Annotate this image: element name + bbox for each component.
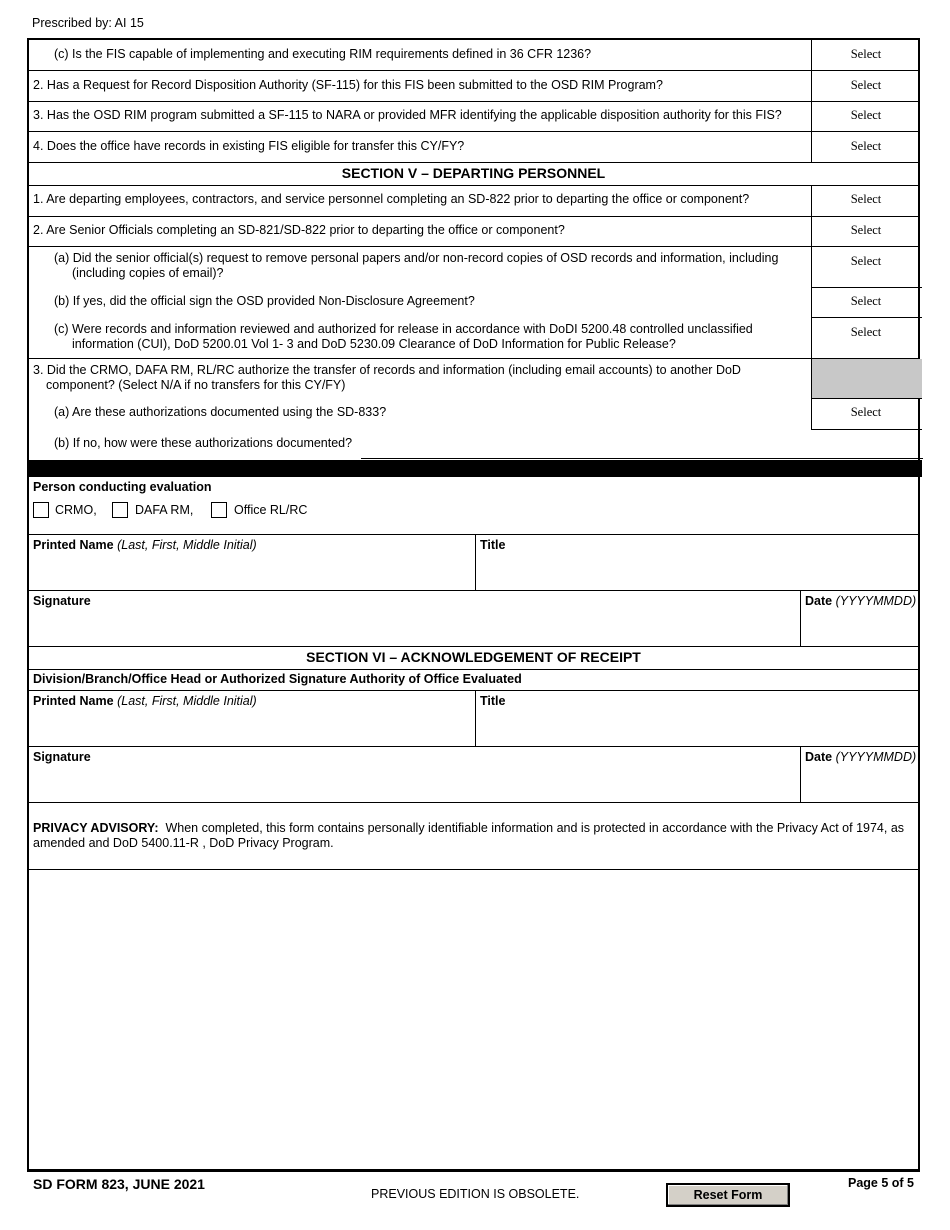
reset-form-button[interactable]: Reset Form [666,1183,790,1207]
printed-name-label-2: Printed Name (Last, First, Middle Initial) [33,694,257,708]
question-4-4: 4. Does the office have records in existing FIS eligible for transfer this CY/FY? [33,139,465,153]
title-label-2: Title [480,694,506,708]
select-dropdown[interactable]: Select [850,325,882,339]
prescribed-by: Prescribed by: AI 15 [32,16,144,30]
section-6-subtitle: Division/Branch/Office Head or Authorized Signature Authority of Office Evaluated [33,672,522,686]
date-input[interactable] [801,611,922,645]
signature-field[interactable] [29,611,800,645]
signature-label-2: Signature [33,750,91,764]
page-number: Page 5 of 5 [848,1176,914,1190]
person-conducting-label: Person conducting evaluation [33,480,212,494]
title-label: Title [480,538,506,552]
separator-bar [29,460,922,477]
question-5-3b: (b) If no, how were these authorizations documented? [54,436,353,450]
date-input-2[interactable] [801,767,922,801]
select-dropdown[interactable]: Select [850,108,882,122]
question-4-3: 3. Has the OSD RIM program submitted a SF-115 to NARA or provided MFR identifying the applicable disposition authority for this FIS? [33,108,782,122]
question-5-2: 2. Are Senior Officials completing an SD-821/SD-822 prior to departing the office or component? [33,223,565,237]
select-dropdown[interactable]: Select [850,78,882,92]
obsolete-notice: PREVIOUS EDITION IS OBSOLETE. [371,1187,580,1201]
checkbox-crmo[interactable] [33,502,49,518]
select-dropdown[interactable]: Select [850,47,882,61]
checkbox-office-rlrc-label: Office RL/RC [234,503,308,517]
form-id: SD FORM 823, JUNE 2021 [33,1176,205,1192]
checkbox-crmo-label: CRMO, [55,503,97,517]
question-4-2: 2. Has a Request for Record Disposition Authority (SF-115) for this FIS been submitted to the OSD RIM Program? [33,78,663,92]
select-dropdown[interactable]: Select [850,254,882,268]
printed-name-input[interactable] [29,555,475,589]
date-label-2: Date (YYYYMMDD) [805,750,917,764]
question-5-3a: (a) Are these authorizations documented using the SD-833? [54,405,387,419]
select-dropdown[interactable]: Select [850,192,882,206]
question-5-2a: (a) Did the senior official(s) request to remove personal papers and/or non-record copies of OSD records and information, including (including copies of email)? [54,251,779,280]
section-6-title: SECTION VI – ACKNOWLEDGEMENT OF RECEIPT [306,649,641,665]
form-body [27,38,920,1172]
date-label: Date (YYYYMMDD) [805,594,917,608]
question-5-2b: (b) If yes, did the official sign the OSD provided Non-Disclosure Agreement? [54,294,475,308]
checkbox-dafa-rm-label: DAFA RM, [135,503,194,517]
question-5-1: 1. Are departing employees, contractors, and service personnel completing an SD-822 prior to departing the office or component? [33,192,750,206]
select-dropdown[interactable]: Select [850,405,882,419]
printed-name-input-2[interactable] [29,711,475,745]
question-5-3: 3. Did the CRMO, DAFA RM, RL/RC authorize the transfer of records and information (including email accounts) to another DoD component? (Select N/A if no transfers for this CY/FY) [33,363,741,392]
checkbox-office-rlrc[interactable] [211,502,227,518]
privacy-advisory: PRIVACY ADVISORY: When completed, this form contains personally identifiable information and is protected in accordance with the Privacy Act of 1974, as amended and DoD 5400.11-R , DoD Privacy Program. [33,821,905,850]
title-input-2[interactable] [476,711,922,745]
disabled-select-cell [812,359,922,398]
select-dropdown[interactable]: Select [850,139,882,153]
checkbox-dafa-rm[interactable] [112,502,128,518]
select-dropdown[interactable]: Select [850,294,882,308]
select-dropdown[interactable]: Select [850,223,882,237]
printed-name-label: Printed Name (Last, First, Middle Initial) [33,538,257,552]
signature-field-2[interactable] [29,767,800,801]
question-5-2c: (c) Were records and information reviewed and authorized for release in accordance with DoDI 5200.48 controlled unclassified information (CUI), DoD 5200.01 Vol 1- 3 and DoD 5230.09 Clearance of DoD Information for Public Release? [54,322,753,351]
title-input[interactable] [476,555,922,589]
section-5-title: SECTION V – DEPARTING PERSONNEL [341,165,606,181]
question-4-1c: (c) Is the FIS capable of implementing and executing RIM requirements defined in 36 CFR 1236? [54,47,592,61]
signature-label: Signature [33,594,91,608]
